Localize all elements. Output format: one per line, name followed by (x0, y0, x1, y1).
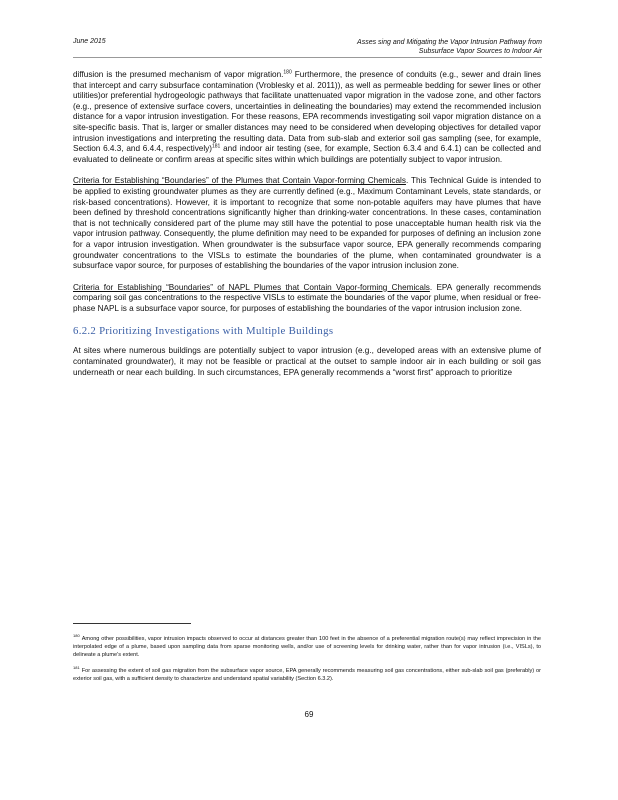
paragraph-run-in-heading: Criteria for Establishing “Boundaries” of NAPL Plumes that Contain Vapor-forming Chemicals (73, 282, 430, 292)
paragraph-text: and indoor air testing (see, for example, Section 6.3.4 and 6.4.1) can be collected and evaluated to delineate or confirm areas at specific sites within which buildings are potentially subject to vapor intrusion. (73, 144, 541, 164)
paragraph-text: diffusion is the presumed mechanism of vapor migration. (73, 70, 284, 79)
paragraph-run-in-heading: Criteria for Establishing “Boundaries” of the Plumes that Contain Vapor-forming Chemicals (73, 176, 406, 186)
footnotes (73, 632, 541, 688)
page-body (73, 70, 541, 389)
paragraph-prioritizing: At sites where numerous buildings are potentially subject to vapor intrusion (e.g., developed areas with an extensive plume of contaminated groundwater), it may not be feasible or practical at the outset to sample indoor air in each building or soil gas underneath or near each building. In such circumstances, EPA generally recommends a “worst first” approach to prioritize (73, 346, 541, 377)
paragraph-text: . EPA generally recommends comparing soil gas concentrations to the respective VISLs to estimate the boundaries of the vapor plume, when residual or free-phase NAPL is a subsurface vapor source, for purposes of establishing the boundaries of the vapor intrusion inclusion zone. (73, 282, 541, 313)
footnote (73, 632, 541, 659)
paragraph-text: . This Technical Guide is intended to be applied to existing groundwater plumes as they are currently defined (e.g., Maximum Contaminant Levels, state standards, or risk-based concentrations). However, it is important to recognize that some non-potable aquifers may have plumes that have been defined by threshold concentrations significantly higher than drinking-water concentrations. In these cases, contamination that is not technically considered part of the plume may still have the potential to pose unacceptable human health risk via the vapor intrusion pathway. Consequently, the plume definition may need to be expanded for purposes of defining an inclusion zone for a vapor intrusion investigation. When groundwater is the subsurface vapor source, EPA generally recommends comparing groundwater concentrations to the VISLs to estimate the boundaries of the plume, when contaminated groundwater is a subsurface vapor source, for purposes of establishing the boundaries of the vapor intrusion inclusion zone. (73, 176, 541, 271)
footnote-text: Among other possibilities, vapor intrusion impacts observed to occur at distances greater than 100 feet in the absence of a preferential migration route(s) may reflect imprecision in the interpolated edge of a plume, based upon sampling data from sparse monitoring wells, and/or use of screening levels for drinking water, rather than for vapor intrusion (i.e., VISLs), to delineate a plume's extent. (73, 635, 541, 658)
page-number: 69 (304, 710, 314, 719)
paragraph-inclusion-distance (73, 70, 541, 165)
footnote (73, 664, 541, 683)
paragraph-text: Furthermore, the presence of conduits (e.g., sewer and drain lines that intercept and carry subsurface contamination (Vroblesky et al. 2011)), as well as permeable bedding for sewer lines or other utilities)or preferential hydrogeologic pathways that facilitate unattenuated vapor migration in the vadose zone, and other factors (e.g., presence of extensive surface covers, uncertainties in delineating the boundaries) may extend the recommended inclusion distance for a vapor intrusion investigation. For these reasons, EPA recommends investigating soil vapor migration distance on a site-specific basis. That is, larger or smaller distances may need to be considered when developing objectives for detailed vapor intrusion investigations and interpreting the resulting data. Data from sub-slab and exterior soil gas sampling (see, for example, Section 6.4.3, and 6.4.4, respectively) (73, 70, 541, 154)
header-document-title: Asses sing and Mitigating the Vapor Intrusion Pathway from Subsurface Vapor Sources to Indoor Air (357, 39, 542, 55)
footnote-text: For assessing the extent of soil gas migration from the subsurface vapor source, EPA generally recommends measuring soil gas concentrations, either sub-slab soil gas (preferably) or exterior soil gas, with a sufficient density to characterize and understand spatial variability (Section 6.3.2). (73, 667, 541, 682)
section-heading: 6.2.2 Prioritizing Investigations with Multiple Buildings (73, 325, 334, 338)
footnote-divider (73, 623, 191, 624)
footnote-ref-180[interactable]: 180 (283, 69, 292, 76)
footnote-ref-181[interactable]: 181 (212, 143, 221, 150)
paragraph-napl-boundaries (73, 283, 541, 315)
paragraph-plume-boundaries (73, 176, 541, 271)
header-date: June 2015 (73, 38, 106, 45)
footnote-number: 181 (73, 664, 80, 670)
header-divider (73, 57, 542, 58)
footnote-number: 180 (73, 633, 80, 638)
